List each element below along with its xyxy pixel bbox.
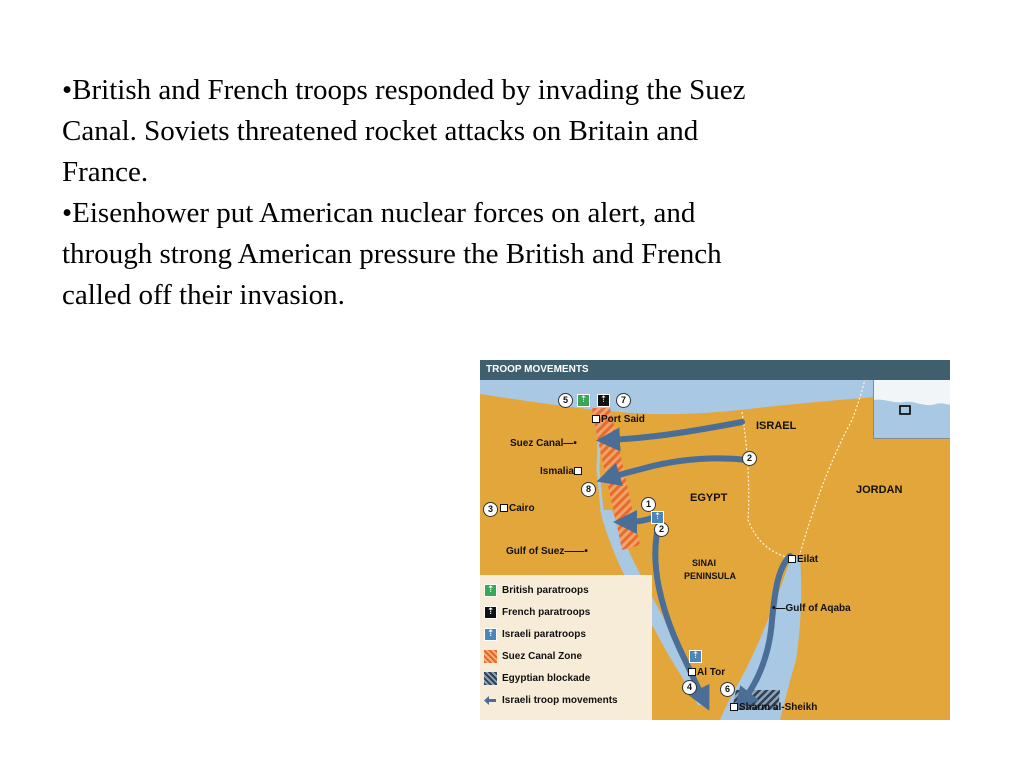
label-israel: ISRAEL	[756, 420, 797, 432]
map-title: TROOP MOVEMENTS	[480, 360, 950, 380]
british-paratroops-icon: ⇡	[577, 394, 590, 407]
french-paratroops-icon: ⇡	[484, 606, 497, 619]
label-port-said: Port Said	[592, 414, 645, 425]
legend-item: Israeli troop movements	[484, 691, 618, 709]
legend-item: Suez Canal Zone	[484, 647, 582, 665]
marker-2: 2	[654, 522, 669, 537]
label-ismailia: Ismalia	[540, 466, 583, 477]
label-jordan: JORDAN	[856, 484, 903, 496]
label-gulf-of-suez: Gulf of Suez——•	[506, 546, 588, 557]
israeli-paratroops-icon: ⇡	[484, 628, 497, 641]
marker-7: 7	[616, 393, 631, 408]
legend-item: ⇡ British paratroops	[484, 581, 589, 599]
french-paratroops-icon: ⇡	[597, 394, 610, 407]
label-sinai: SINAI	[692, 558, 717, 568]
label-cairo: Cairo	[500, 503, 535, 514]
arrow-icon	[484, 694, 497, 707]
marker-4: 4	[682, 680, 697, 695]
slide-text	[62, 70, 782, 316]
marker-8: 8	[581, 482, 596, 497]
label-eilat: Eilat	[788, 554, 818, 565]
label-al-tor: Al Tor	[688, 667, 725, 678]
bullet-2: •Eisenhower put American nuclear forces on alert, and through strong American pressure the British and French called off their invasion.	[62, 197, 722, 311]
british-paratroops-icon: ⇡	[484, 584, 497, 597]
bullet-1: •British and French troops responded by invading the Suez Canal. Soviets threatened rocket attacks on Britain and France.	[62, 74, 746, 188]
label-gulf-of-aqaba: •—Gulf of Aqaba	[772, 603, 851, 614]
legend-item: Egyptian blockade	[484, 669, 590, 687]
label-suez-canal: Suez Canal—•	[510, 438, 577, 449]
marker-5: 5	[558, 393, 573, 408]
legend-item: ⇡ French paratroops	[484, 603, 590, 621]
map-legend	[480, 575, 652, 720]
blockade-icon	[484, 672, 497, 685]
legend-item: ⇡ Israeli paratroops	[484, 625, 586, 643]
label-sharm: Sharm al-Sheikh	[730, 702, 817, 713]
troop-movements-map	[480, 360, 950, 720]
locator-inset	[873, 380, 950, 439]
label-egypt: EGYPT	[690, 492, 728, 504]
canal-zone-icon	[484, 650, 497, 663]
label-peninsula: PENINSULA	[684, 571, 737, 581]
marker-2-north: 2	[742, 451, 757, 466]
israeli-paratroops-icon: ⇡	[651, 511, 664, 524]
israeli-paratroops-icon: ⇡	[689, 650, 702, 663]
marker-1: 1	[641, 497, 656, 512]
marker-6: 6	[720, 682, 735, 697]
marker-3: 3	[483, 502, 498, 517]
